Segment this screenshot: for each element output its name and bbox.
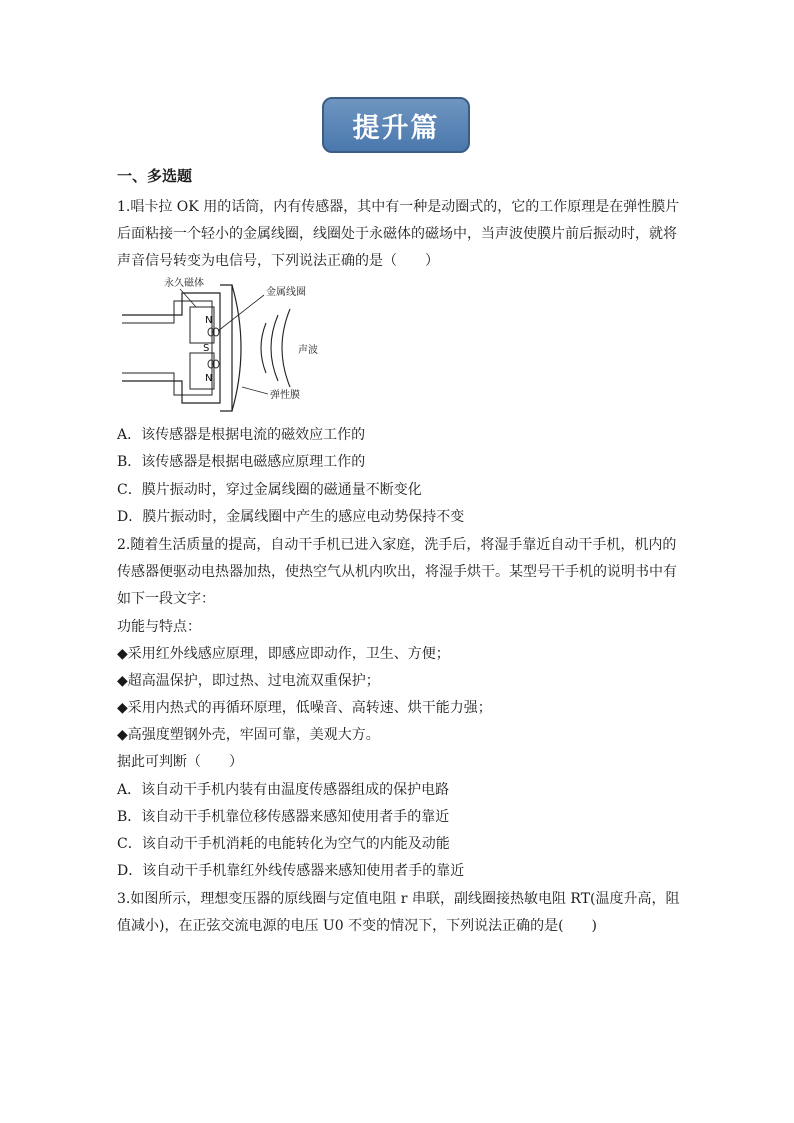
- q1-option-a: A．该传感器是根据电流的磁效应工作的: [117, 427, 366, 443]
- label-permanent-magnet: 永久磁体: [164, 278, 204, 289]
- q2-text-line: 2.随着生活质量的提高，自动干手机已进入家庭，洗手后，将湿手靠近自动干手机，机内的: [117, 537, 677, 553]
- q1-option-d: D．膜片振动时，金属线圈中产生的感应电动势保持不变: [117, 509, 465, 525]
- q2-option-c: C．该自动干手机消耗的电能转化为空气的内能及动能: [117, 836, 450, 852]
- q1-option-b: B．该传感器是根据电磁感应原理工作的: [117, 454, 366, 470]
- q2-option-a: A．该自动干手机内装有由温度传感器组成的保护电路: [117, 782, 450, 798]
- title-banner: [322, 97, 470, 153]
- q2-option-b: B．该自动干手机靠位移传感器来感知使用者手的靠近: [117, 809, 450, 825]
- q1-text-line: 1.唱卡拉 OK 用的话筒，内有传感器，其中有一种是动圈式的，它的工作原理是在弹性膜片: [117, 199, 680, 215]
- pole-n-top: N: [205, 315, 213, 326]
- microphone-diagram: [120, 275, 350, 421]
- q2-feature-item: ◆采用红外线感应原理，即感应即动作，卫生、方便；: [117, 646, 450, 662]
- sound-waves: [261, 309, 290, 387]
- label-sound-wave: 声波: [298, 345, 318, 356]
- pole-s: S: [203, 343, 210, 354]
- q2-feature-item: ◆超高温保护，即过热、过电流双重保护；: [117, 673, 380, 689]
- q1-text-line: 后面粘接一个轻小的金属线圈，线圈处于永磁体的磁场中，当声波使膜片前后振动时，就将: [117, 226, 677, 242]
- q2-feature-item: ◆采用内热式的再循环原理，低噪音、高转速、烘干能力强；: [117, 700, 492, 716]
- elastic-membrane: [232, 285, 241, 411]
- q2-text-line: 传感器便驱动电热器加热，使热空气从机内吹出，将湿手烘干。某型号干手机的说明书中有: [117, 564, 677, 580]
- label-elastic-membrane: 弹性膜: [270, 390, 300, 401]
- q2-text-line: 如下一段文字：: [117, 591, 215, 607]
- label-metal-coil: 金属线圈: [266, 287, 306, 298]
- pole-n-bottom: N: [205, 373, 213, 384]
- q2-features-title: 功能与特点：: [117, 619, 201, 635]
- q1-text-line: 声音信号转变为电信号，下列说法正确的是（ ）: [117, 253, 439, 269]
- metal-coil: [208, 328, 219, 368]
- q2-prompt: 据此可判断（ ）: [117, 754, 243, 770]
- q2-feature-item: ◆高强度塑钢外壳，牢固可靠，美观大方。: [117, 727, 380, 743]
- q2-option-d: D．该自动干手机靠红外线传感器来感知使用者手的靠近: [117, 863, 465, 879]
- q1-option-c: C．膜片振动时，穿过金属线圈的磁通量不断变化: [117, 482, 422, 498]
- section-heading: 一、多选题: [117, 167, 193, 185]
- page-title: 提升篇: [352, 112, 440, 144]
- q3-text-line: 3.如图所示，理想变压器的原线圈与定值电阻 r 串联，副线圈接热敏电阻 RT(温度升高，阻: [117, 891, 680, 907]
- q3-text-line: 值减小)，在正弦交流电源的电压 U0 不变的情况下，下列说法正确的是( ): [117, 918, 597, 934]
